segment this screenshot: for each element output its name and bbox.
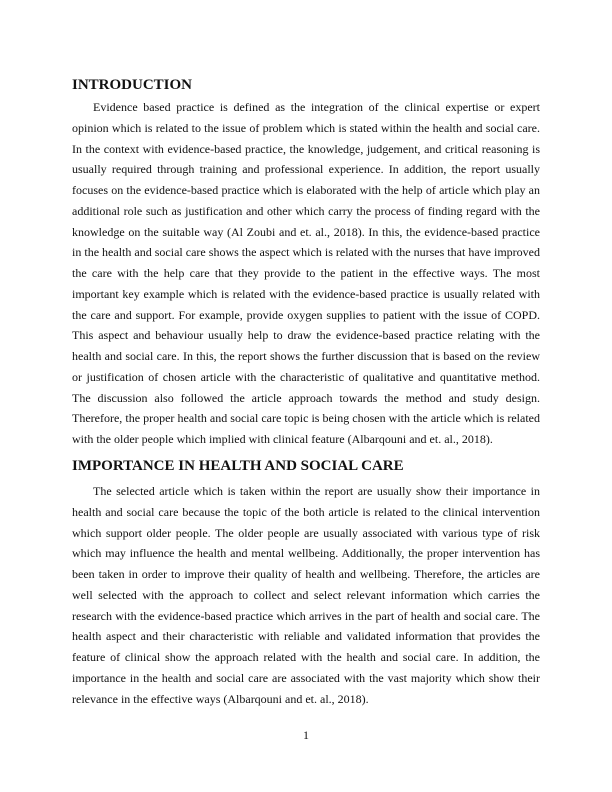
text-line: The discussion also followed the article approach towards the method and study design.	[72, 390, 540, 405]
text-line: usually required through training and professional experience. In addition, the report usually	[72, 162, 540, 177]
text-line: health and social care because the topic of the both article is related to the clinical intervention	[72, 504, 540, 519]
text-line: additional role such as justification and other which carry the process of finding regard with the	[72, 203, 540, 218]
text-line: knowledge on the suitable way (Al Zoubi and et. al., 2018). In this, the evidence-based practice	[72, 224, 540, 239]
text-line: This aspect and behaviour usually help to draw the evidence-based practice relating with the	[72, 328, 540, 343]
text-line: the care and support. For example, provide oxygen supplies to patient with the issue of COPD.	[72, 307, 540, 322]
text-line: important key example which is related with the evidence-based practice is usually related with	[72, 286, 540, 301]
page-number: 1	[303, 728, 309, 742]
importance-paragraph	[72, 481, 540, 709]
text-line: feature of clinical show the approach related with the health and social care. In addition, the	[72, 650, 540, 664]
text-line: which may influence the health and mental wellbeing. Additionally, the proper intervention has	[72, 546, 540, 561]
text-line: health aspect and their characteristic with reliable and validated information that provides the	[72, 629, 540, 644]
text-line: or justification of chosen article with the characteristic of qualitative and quantitative method.	[72, 369, 540, 384]
text-line: health and social care. In this, the report shows the further discussion that is based on the review	[72, 349, 540, 363]
text-line: opinion which is related to the issue of problem which is stated within the health and social care.	[72, 120, 540, 135]
text-line: been taken in order to improve their quality of health and wellbeing. Therefore, the articles are	[72, 567, 540, 581]
text-line: In the context with evidence-based practice, the knowledge, judgement, and critical reasoning is	[72, 141, 540, 156]
text-line: relevance in the effective ways (Albarqouni and et. al., 2018).	[72, 691, 369, 706]
section-heading-introduction: INTRODUCTION	[72, 77, 193, 93]
text-line: which support older people. The older people are usually associated with various type of risk	[72, 525, 540, 540]
text-line: The selected article which is taken within the report are usually show their importance in	[93, 484, 540, 498]
text-line: in the health and social care shows the aspect which is related with the nurses that have improved	[72, 245, 540, 260]
introduction-paragraph	[72, 97, 540, 450]
text-line: well selected with the approach to collect and select relevant information which carries the	[72, 587, 540, 602]
text-line: focuses on the evidence-based practice which is elaborated with the help of article which play an	[72, 183, 540, 197]
section-heading-importance: IMPORTANCE IN HEALTH AND SOCIAL CARE	[72, 458, 404, 474]
text-line: Therefore, the proper health and social care topic is being chosen with the article which is related	[72, 411, 540, 426]
text-line: Evidence based practice is defined as the integration of the clinical expertise or expert	[93, 100, 540, 114]
text-line: the care with the help care that they provide to the patient in the effective ways. The most	[72, 266, 540, 280]
text-line: research with the evidence-based practice which arrives in the part of health and social care. The	[72, 608, 540, 623]
text-line: importance in the health and social care are associated with the vast majority which show their	[72, 670, 540, 685]
text-line: with the older people which implied with clinical feature (Albarqouni and et. al., 2018).	[72, 432, 493, 446]
